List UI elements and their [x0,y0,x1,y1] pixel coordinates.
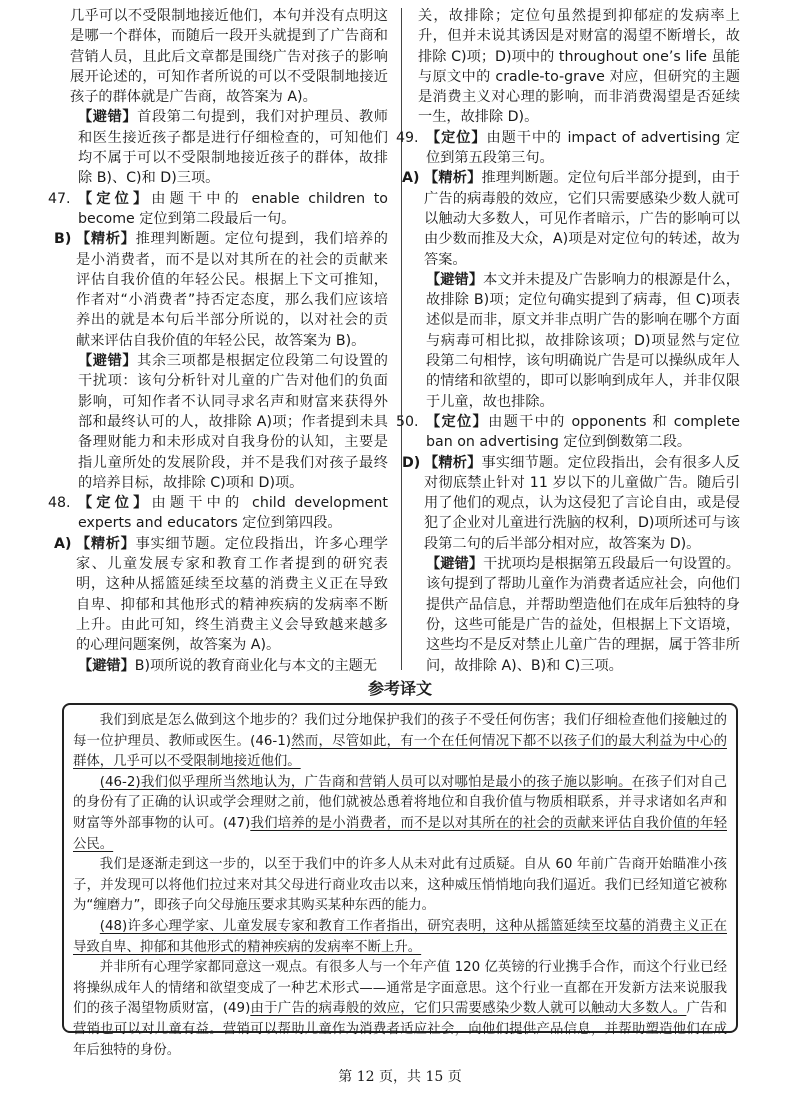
tag-label: 【定位】 [78,495,152,512]
q47-locate-text: 由题干中的 enable children to become 定位到第二段最后一句。 [78,190,388,227]
q48-analysis [76,534,388,656]
tag-label: 【定位】 [426,413,489,430]
translation-paragraph-4 [73,917,727,958]
q46-avoid-text: 首段第二句提到，我们对护理员、教师和医生接近孩子都是进行仔细检查的，可知他们均不属于可以不受限制地接近孩子的群体，故排除 B)、C)和 D)三项。 [78,109,388,187]
question-47 [48,189,388,230]
q48-analysis-text: 事实细节题。定位段指出，许多心理学家、儿童发展专家和教育工作者提到的研究表明，这种从摇篮延续至坟墓的消费主义正在导致自卑、抑郁和其他形式的精神疾病的发病率不断上升。由此可知，终生消费主义会导致越来越多的心理问题案例，故答案为 A)。 [76,535,388,654]
translation-text: 广告和营销也可以对儿童有益。营销可以帮助儿童作为消费者适应社会，向他们提供产品信息，并帮助塑造他们在成年后独特的身份。 [73,1001,728,1058]
question-number: 48. [48,495,71,512]
translation-underlined: (48)许多心理学家、儿童发展专家和教育工作者指出，研究表明，这种从摇篮延续至坟墓的消费主义正在导致自卑、抑郁和其他形式的精神疾病的发病率不断上升。 [73,918,727,955]
translation-underlined: 由于广告的病毒般的效应，它们只需要感染少数人就可以触动大多数人。 [250,1001,687,1017]
q50-avoid [418,554,740,676]
q50-analysis [424,453,740,554]
q50-locate-text: 由题干中的 opponents 和 complete ban on advertising 定位到倒数第二段。 [426,413,740,451]
tag-label: 【避错】 [426,556,484,573]
q50-avoid-text: 干扰项均是根据第五段最后一句设置的。该句提到了帮助儿童作为消费者适应社会，向他们提供产品信息，并帮助塑造他们在成年后独特的身份，这些可能是广告的益处，但根据上下文语境，这些均不是反对禁止儿童广告的理据，属于答非所问，故排除 A)、B)和 C)三项。 [426,556,740,674]
q48-avoid-text: B)项所说的教育商业化与本文的主题无 [134,657,378,674]
q47-locate [78,189,388,230]
tag-label: 【避错】 [78,657,135,674]
translation-paragraph-5 [73,958,727,1061]
answer-50 [402,453,740,554]
tag-label: 【精析】 [76,231,136,248]
question-49 [396,128,740,169]
page-footer: 第 12 页，共 15 页 [338,1069,462,1085]
translation-box [62,703,738,1058]
translation-title: 参考译文 [367,679,432,698]
q49-analysis [424,168,740,269]
column-divider [401,8,402,670]
tag-label: 【精析】 [76,535,136,552]
q47-avoid-text: 其余三项都是根据定位段第二句设置的干扰项：该句分析针对儿童的广告对他们的负面影响，可知作者不认同寻求名声和财富来获得外部和最终认可的人，故排除 A)项；作者提到未具备理财能力和未形成对自我身份的认知，主要是指儿童所处的发展阶段，并不是我们对孩子最终的培养目标，故排除 C)项和 D)项。 [78,353,388,491]
answer-letter: B) [54,231,72,248]
q48-locate [78,493,388,534]
q49-avoid-text: 本文并未提及广告影响力的根源是什么，故排除 B)项；定位句确实提到了病毒，但 C)项表述似是而非，原文并非点明广告的影响在哪个方面与病毒可相比拟，故排除该项；D)项显然与定位段第二句相悖，该句明确说广告是可以操纵成年人的情绪和欲望的，即可以影响到成年人，并非仅限于儿童，故也排除。 [426,271,740,410]
tag-label: 【精析】 [424,170,482,187]
q47-analysis-text: 推理判断题。定位句提到，我们培养的是小消费者，而不是以对其所在的社会的贡献来评估自我价值的年轻公民。根据上下文可推知，作者对“小消费者”持否定态度，那么我们应该培养出的就是本句后半部分所说的，以对社会的贡献来评估自我价值的年轻公民，故答案为 B)。 [76,231,388,349]
q47-analysis [76,229,388,351]
answer-47 [54,229,388,351]
translation-underlined: 然而，尽管如此，有一个在任何情况下都不以孩子们的最大利益为中心的群体，几乎可以不受限制地接近他们。 [73,733,728,770]
tag-label: 【避错】 [426,271,484,288]
q46-avoid [70,107,388,188]
left-column [48,6,388,676]
translation-paragraph-3: 我们是逐渐走到这一步的，以至于我们中的许多人从未对此有过质疑。自从 60 年前广告商开始瞄准小孩子，并发现可以将他们拉过来对其父母进行商业攻击以来，这种威压悄悄地向我们逼近。我们已经知道它被称为“缠磨力”，即孩子向父母施压要求其购买某种东西的能力。 [73,857,727,914]
translation-underlined: 我们培养的是小消费者，而不是以对其所在的社会的贡献来评估自我价值的年轻公民。 [73,815,727,852]
q49-locate [426,128,740,169]
q48-continuation: 关，故排除；定位句虽然提到抑郁症的发病率上升，但并未说其诱因是对财富的渴望不断增长，故排除 C)项；D)项中的 throughout one’s life 虽能与原文中的 cradle-to-grave 对应，但研究的主题是消费主义对心理的影响，而非消费渴望是否延续一生，故排除 D)。 [418,8,740,126]
q49-avoid [418,270,740,412]
tag-label: 【定位】 [426,129,487,146]
right-column [396,6,740,676]
question-48 [48,493,388,534]
question-number: 50. [396,413,419,430]
q49-locate-text: 由题干中的 impact of advertising 定位到第五段第三句。 [426,129,740,167]
q49-analysis-text: 推理判断题。定位句后半部分提到，由于广告的病毒般的效应，它们只需要感染少数人就可以触动大多数人，可见作者暗示，广告的影响可以由少数而推及大众，A)项是对定位句的转述，故为答案。 [424,170,740,268]
translation-text: 并非所有心理学家都同意这一观点。有很多人与一个年产值 120 亿英镑的行业携手合作，而这个行业已经将操纵成年人的情绪和欲望变成了一种艺术形式——通常是字面意思。这个行业一直都在开发新方法来说服我们的孩子渴望物质财富，(49) [73,960,727,1017]
question-number: 49. [396,129,419,146]
tag-label: 【定位】 [78,190,152,207]
translation-text: 我们到底是怎么做到这个地步的？我们过分地保护我们的孩子不受任何伤害；我们仔细检查他们接触过的每一位护理员、教师或医生。(46-1) [73,713,727,749]
q48-locate-text: 由题干中的 child development experts and educators 定位到第四段。 [78,495,388,532]
q50-analysis-text: 事实细节题。定位段指出，会有很多人反对彻底禁止针对 11 岁以下的儿童做广告。随后引用了他们的观点，认为这侵犯了言论自由，或是侵犯了企业对儿童进行洗脑的权利，D)项所述可与该段第二句的后半部分相对应，故答案为 D)。 [424,454,740,552]
answer-48 [54,534,388,656]
q46-continuation: 几乎可以不受限制地接近他们，本句并没有点明这是哪一个群体，而随后一段开头就提到了广告商和营销人员，且此后文章都是围绕广告对孩子的影响展开论述的，可知作者所说的可以不受限制地接近孩子的群体就是广告商，故答案为 A)。 [70,8,388,106]
question-50 [396,412,740,453]
tag-label: 【精析】 [424,454,482,471]
q47-avoid [70,351,388,493]
answer-letter: A) [54,535,72,552]
q50-locate [426,412,740,453]
translation-underlined: (46-2)我们似乎理所当然地认为，广告商和营销人员可以对哪怕是最小的孩子施以影响。 [99,774,632,790]
translation-paragraph-1 [73,711,727,773]
q48-avoid [70,656,388,676]
question-number: 47. [48,190,71,207]
tag-label: 【避错】 [78,353,138,370]
translation-paragraph-2 [73,773,727,855]
tag-label: 【避错】 [78,109,138,126]
translation-text: 在孩子们对自己的身份有了正确的认识或学会理财之前，他们就被怂恿着将地位和自我价值与物质相联系，并寻求诸如名声和财富等外部事物的认可。(47) [73,774,728,831]
answer-letter: A) [402,170,420,187]
answer-49 [402,168,740,269]
answer-letter: D) [402,454,421,471]
